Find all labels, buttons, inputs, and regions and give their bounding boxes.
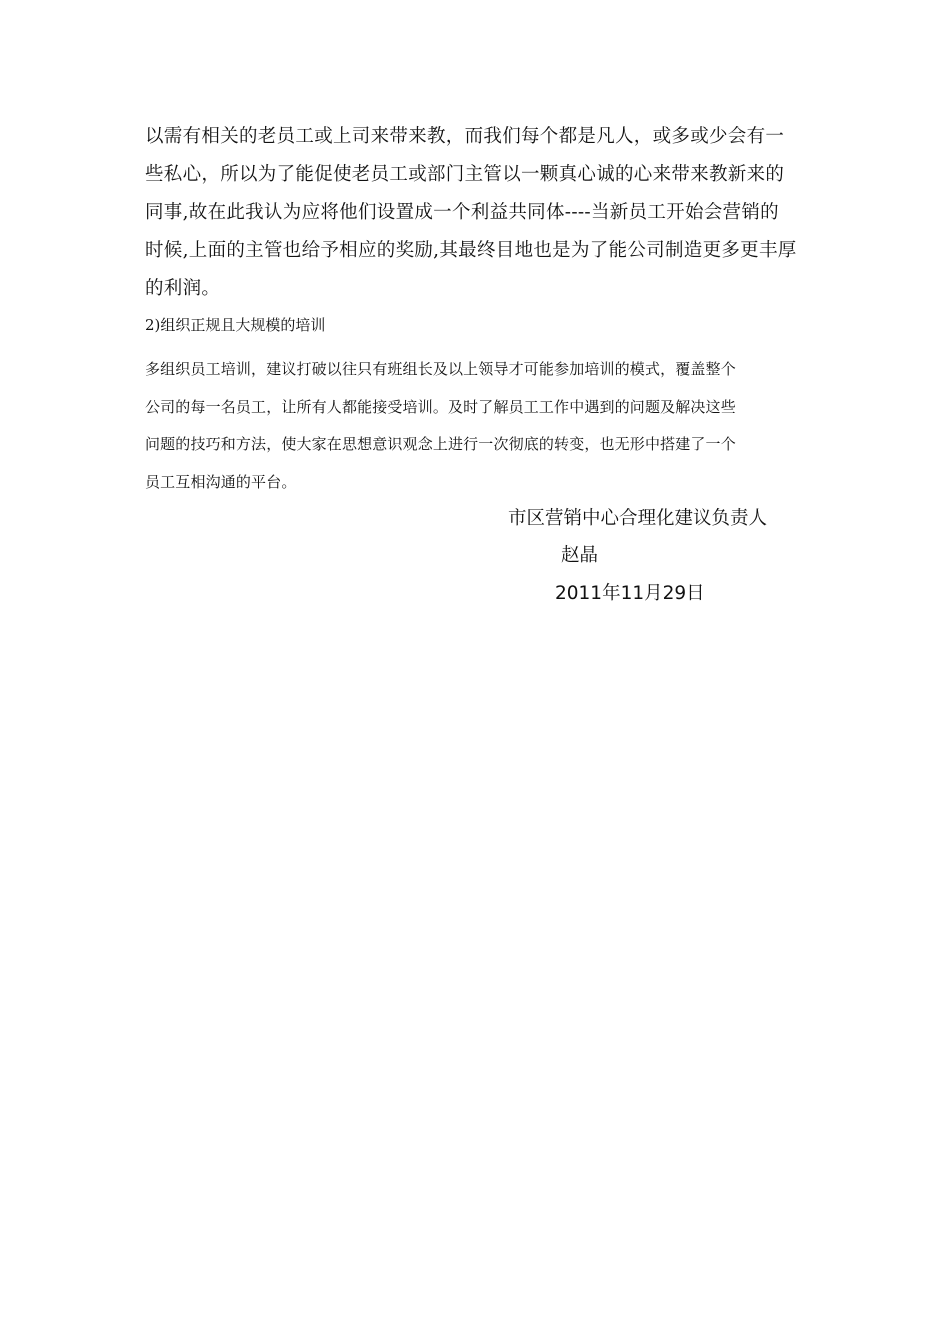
- signature-organization: 市区营销中心合理化建议负责人: [508, 508, 768, 529]
- signature-name: 赵晶: [561, 545, 599, 566]
- signature-date: 2011年11月29日: [555, 583, 705, 604]
- section-2-heading: 2)组织正规且大规模的培训: [145, 316, 326, 334]
- paragraph-1: [145, 118, 810, 308]
- paragraph-2-line: 问题的技巧和方法，使大家在思想意识观念上进行一次彻底的转变，也无形中搭建了一个: [145, 435, 736, 453]
- paragraph-2-line: 公司的每一名员工，让所有人都能接受培训。及时了解员工工作中遇到的问题及解决这些: [145, 397, 736, 416]
- paragraph-2-line: 多组织员工培训，建议打破以往只有班组长及以上领导才可能参加培训的模式，覆盖整个: [145, 360, 736, 378]
- paragraph-1-line: 以需有相关的老员工或上司来带来教，而我们每个都是凡人，或多或少会有一: [145, 126, 785, 147]
- paragraph-1-line: 同事,故在此我认为应将他们设置成一个利益共同体----当新员工开始会营销的: [145, 202, 779, 223]
- paragraph-1-line: 些私心，所以为了能促使老员工或部门主管以一颗真心诚的心来带来教新来的: [145, 164, 785, 185]
- paragraph-2-line: 员工互相沟通的平台。: [145, 472, 297, 491]
- paragraph-1-line: 时候,上面的主管也给予相应的奖励,其最终目地也是为了能公司制造更多更丰厚: [145, 240, 797, 261]
- paragraph-2: [145, 351, 810, 501]
- paragraph-1-line: 的利润。: [145, 278, 221, 299]
